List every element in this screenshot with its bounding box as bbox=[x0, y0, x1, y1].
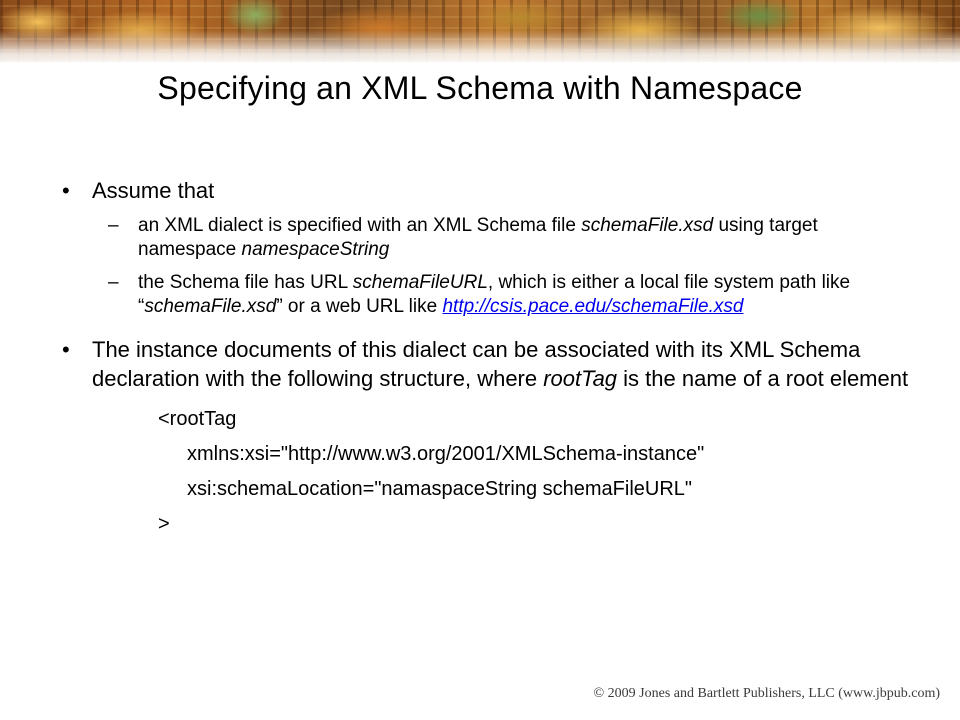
schema-url-link[interactable]: http://csis.pace.edu/schemaFile.xsd bbox=[442, 296, 744, 317]
bullet-text: Assume that bbox=[92, 178, 215, 203]
sub-text: ” or a web URL like bbox=[276, 296, 443, 317]
sub-text: using target namespace bbox=[138, 215, 818, 260]
sub-bullet-dialect bbox=[62, 214, 912, 262]
code-line-schema-location: xsi:schemaLocation="namaspaceString schemaFileURL" bbox=[187, 478, 692, 500]
sub-text: , which is either a local file system path like “ bbox=[138, 272, 851, 317]
sub-bullet-marker: – bbox=[108, 272, 119, 293]
slide-title: Specifying an XML Schema with Namespace bbox=[157, 70, 803, 106]
banner-fade bbox=[0, 30, 960, 70]
slide-body bbox=[62, 176, 912, 536]
code-line-close: > bbox=[158, 513, 170, 535]
sub-emphasis: schemaFile.xsd bbox=[144, 296, 277, 317]
bullet-emphasis: rootTag bbox=[543, 366, 618, 391]
sub-emphasis: namespaceString bbox=[241, 239, 390, 260]
bullet-marker: • bbox=[62, 178, 70, 203]
code-line-xmlns: xmlns:xsi="http://www.w3.org/2001/XMLSchema-instance" bbox=[187, 443, 705, 465]
sub-emphasis: schemaFileURL bbox=[352, 272, 488, 293]
bullet-assume bbox=[62, 176, 912, 205]
sub-bullet-marker: – bbox=[108, 215, 119, 236]
copyright-notice: © 2009 Jones and Bartlett Publishers, LLC (www.jbpub.com) bbox=[593, 686, 940, 701]
bullet-marker: • bbox=[62, 337, 70, 362]
bullet-instance-documents bbox=[62, 335, 912, 393]
bullet-text: is the name of a root element bbox=[617, 366, 909, 391]
bullet-text: The instance documents of this dialect can be associated with its XML Schema declaration with the following structure, where bbox=[92, 337, 861, 391]
sub-bullet-url bbox=[62, 271, 912, 319]
sub-emphasis: schemaFile.xsd bbox=[581, 215, 714, 236]
code-line-root-tag: <rootTag bbox=[158, 408, 237, 430]
sub-text: an XML dialect is specified with an XML Schema file bbox=[138, 215, 582, 236]
sub-text: the Schema file has URL bbox=[138, 272, 353, 293]
